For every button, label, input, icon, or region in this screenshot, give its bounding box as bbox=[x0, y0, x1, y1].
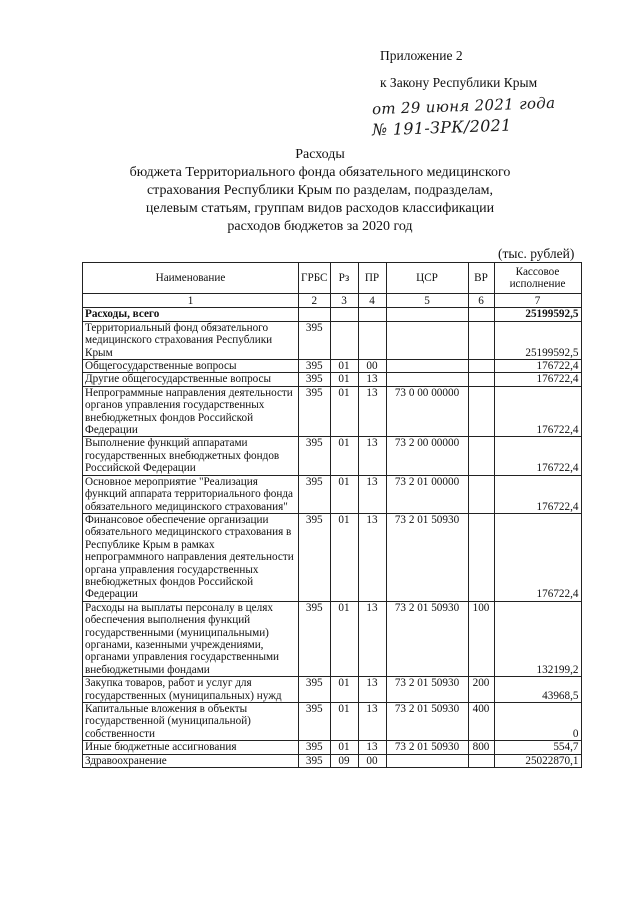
row-name: Выполнение функций аппаратами государственных внебюджетных фондов Российской Федерации bbox=[83, 437, 299, 475]
row-grbs: 395 bbox=[299, 741, 331, 754]
table-row bbox=[83, 754, 582, 767]
row-amount: 176722,4 bbox=[494, 373, 581, 386]
col-header-grbs: ГРБС bbox=[299, 263, 331, 294]
row-grbs bbox=[299, 308, 331, 321]
row-amount: 132199,2 bbox=[494, 601, 581, 676]
row-grbs: 395 bbox=[299, 754, 331, 767]
row-csr: 73 2 00 00000 bbox=[386, 437, 468, 475]
title-line: страхования Республики Крым по разделам, подразделам, bbox=[146, 183, 494, 198]
row-rz bbox=[330, 308, 358, 321]
row-csr: 73 2 01 50930 bbox=[386, 703, 468, 741]
title-line: расходов бюджетов за 2020 год bbox=[227, 219, 413, 234]
table-row bbox=[83, 703, 582, 741]
row-amount: 176722,4 bbox=[494, 475, 581, 513]
row-csr bbox=[386, 373, 468, 386]
row-rz: 09 bbox=[330, 754, 358, 767]
row-csr: 73 2 01 50930 bbox=[386, 741, 468, 754]
row-amount: 25022870,1 bbox=[494, 754, 581, 767]
handwritten-number: № 191-ЗРК/2021 bbox=[371, 115, 512, 140]
units-label: (тыс. рублей) bbox=[498, 246, 575, 261]
row-rz: 01 bbox=[330, 475, 358, 513]
row-name: Другие общегосударственные вопросы bbox=[83, 373, 299, 386]
row-name: Здравоохранение bbox=[83, 754, 299, 767]
row-name: Основное мероприятие "Реализация функций аппарата территориального фонда обязательного медицинского страхования" bbox=[83, 475, 299, 513]
row-pr: 13 bbox=[358, 437, 386, 475]
row-grbs: 395 bbox=[299, 513, 331, 601]
row-csr: 73 2 01 50930 bbox=[386, 677, 468, 703]
col-header-amount: Кассовое исполнение bbox=[494, 263, 581, 294]
row-amount: 176722,4 bbox=[494, 513, 581, 601]
row-vr: 400 bbox=[468, 703, 494, 741]
row-grbs: 395 bbox=[299, 437, 331, 475]
table-row bbox=[83, 601, 582, 676]
row-csr: 73 0 00 00000 bbox=[386, 386, 468, 437]
row-rz: 01 bbox=[330, 386, 358, 437]
row-pr: 13 bbox=[358, 513, 386, 601]
row-pr: 13 bbox=[358, 475, 386, 513]
index-cell: 6 bbox=[468, 294, 494, 308]
row-rz: 01 bbox=[330, 373, 358, 386]
col-header-pr: ПР bbox=[358, 263, 386, 294]
row-pr: 13 bbox=[358, 601, 386, 676]
row-amount: 0 bbox=[494, 703, 581, 741]
col-header-name: Наименование bbox=[83, 263, 299, 294]
row-amount: 25199592,5 bbox=[494, 321, 581, 359]
row-csr bbox=[386, 308, 468, 321]
expenses-table bbox=[82, 262, 582, 768]
row-pr: 13 bbox=[358, 741, 386, 754]
row-grbs: 395 bbox=[299, 321, 331, 359]
row-rz: 01 bbox=[330, 601, 358, 676]
row-pr: 00 bbox=[358, 754, 386, 767]
table-row bbox=[83, 513, 582, 601]
handwritten-date: от 29 июня 2021 года bbox=[371, 93, 556, 119]
row-grbs: 395 bbox=[299, 703, 331, 741]
row-rz: 01 bbox=[330, 741, 358, 754]
row-grbs: 395 bbox=[299, 677, 331, 703]
row-rz: 01 bbox=[330, 703, 358, 741]
row-name: Закупка товаров, работ и услуг для государственных (муниципальных) нужд bbox=[83, 677, 299, 703]
row-rz: 01 bbox=[330, 437, 358, 475]
col-header-rz: Рз bbox=[330, 263, 358, 294]
table-row bbox=[83, 386, 582, 437]
table-row bbox=[83, 373, 582, 386]
table-row bbox=[83, 437, 582, 475]
title-line: Расходы bbox=[295, 147, 345, 162]
row-csr: 73 2 01 50930 bbox=[386, 601, 468, 676]
row-pr: 00 bbox=[358, 360, 386, 373]
row-name: Капитальные вложения в объекты государственной (муниципальной) собственности bbox=[83, 703, 299, 741]
title-line: бюджета Территориального фонда обязательного медицинского bbox=[129, 165, 511, 180]
row-csr: 73 2 01 50930 bbox=[386, 513, 468, 601]
row-vr: 200 bbox=[468, 677, 494, 703]
row-amount: 25199592,5 bbox=[494, 308, 581, 321]
law-reference: к Закону Республики Крым bbox=[380, 75, 538, 90]
row-pr bbox=[358, 308, 386, 321]
row-vr bbox=[468, 360, 494, 373]
document-title bbox=[100, 146, 540, 236]
table-row bbox=[83, 741, 582, 754]
row-pr bbox=[358, 321, 386, 359]
row-rz bbox=[330, 321, 358, 359]
col-header-csr: ЦСР bbox=[386, 263, 468, 294]
index-cell: 7 bbox=[494, 294, 581, 308]
row-rz: 01 bbox=[330, 513, 358, 601]
index-cell: 4 bbox=[358, 294, 386, 308]
row-grbs: 395 bbox=[299, 373, 331, 386]
appendix-label: Приложение 2 bbox=[380, 48, 463, 63]
row-name: Расходы на выплаты персоналу в целях обеспечения выполнения функций государственными (муниципальными) органами, казенными учреждениями, органами управления государственными внебюджетными фондами bbox=[83, 601, 299, 676]
row-name: Непрограммные направления деятельности органов управления государственных внебюджетных фондов Российской Федерации bbox=[83, 386, 299, 437]
row-csr bbox=[386, 321, 468, 359]
table-header-row bbox=[83, 263, 582, 294]
row-grbs: 395 bbox=[299, 360, 331, 373]
row-csr bbox=[386, 754, 468, 767]
table-row bbox=[83, 475, 582, 513]
row-grbs: 395 bbox=[299, 475, 331, 513]
row-name: Иные бюджетные ассигнования bbox=[83, 741, 299, 754]
row-name: Финансовое обеспечение организации обязательного медицинского страхования в Республике Крым в рамках непрограммного направления деятельности органа управления государственных внебюджетных фондов Российской Федерации bbox=[83, 513, 299, 601]
row-pr: 13 bbox=[358, 703, 386, 741]
row-name: Общегосударственные вопросы bbox=[83, 360, 299, 373]
row-amount: 176722,4 bbox=[494, 437, 581, 475]
row-grbs: 395 bbox=[299, 601, 331, 676]
row-pr: 13 bbox=[358, 386, 386, 437]
row-vr bbox=[468, 475, 494, 513]
row-csr bbox=[386, 360, 468, 373]
row-vr: 100 bbox=[468, 601, 494, 676]
index-cell: 2 bbox=[299, 294, 331, 308]
row-vr bbox=[468, 513, 494, 601]
index-cell: 5 bbox=[386, 294, 468, 308]
row-vr bbox=[468, 321, 494, 359]
row-amount: 176722,4 bbox=[494, 386, 581, 437]
row-name: Территориальный фонд обязательного медицинского страхования Республики Крым bbox=[83, 321, 299, 359]
row-vr bbox=[468, 373, 494, 386]
row-pr: 13 bbox=[358, 373, 386, 386]
row-vr bbox=[468, 308, 494, 321]
table-row bbox=[83, 677, 582, 703]
row-pr: 13 bbox=[358, 677, 386, 703]
row-name: Расходы, всего bbox=[83, 308, 299, 321]
row-amount: 43968,5 bbox=[494, 677, 581, 703]
row-vr bbox=[468, 754, 494, 767]
row-amount: 554,7 bbox=[494, 741, 581, 754]
index-cell: 1 bbox=[83, 294, 299, 308]
row-amount: 176722,4 bbox=[494, 360, 581, 373]
row-rz: 01 bbox=[330, 677, 358, 703]
index-cell: 3 bbox=[330, 294, 358, 308]
row-grbs: 395 bbox=[299, 386, 331, 437]
col-header-vr: ВР bbox=[468, 263, 494, 294]
row-vr bbox=[468, 386, 494, 437]
table-row bbox=[83, 321, 582, 359]
row-csr: 73 2 01 00000 bbox=[386, 475, 468, 513]
table-index-row bbox=[83, 294, 582, 308]
title-line: целевым статьям, группам видов расходов классификации bbox=[145, 201, 495, 216]
table-row bbox=[83, 360, 582, 373]
row-vr bbox=[468, 437, 494, 475]
row-vr: 800 bbox=[468, 741, 494, 754]
row-rz: 01 bbox=[330, 360, 358, 373]
table-row bbox=[83, 308, 582, 321]
